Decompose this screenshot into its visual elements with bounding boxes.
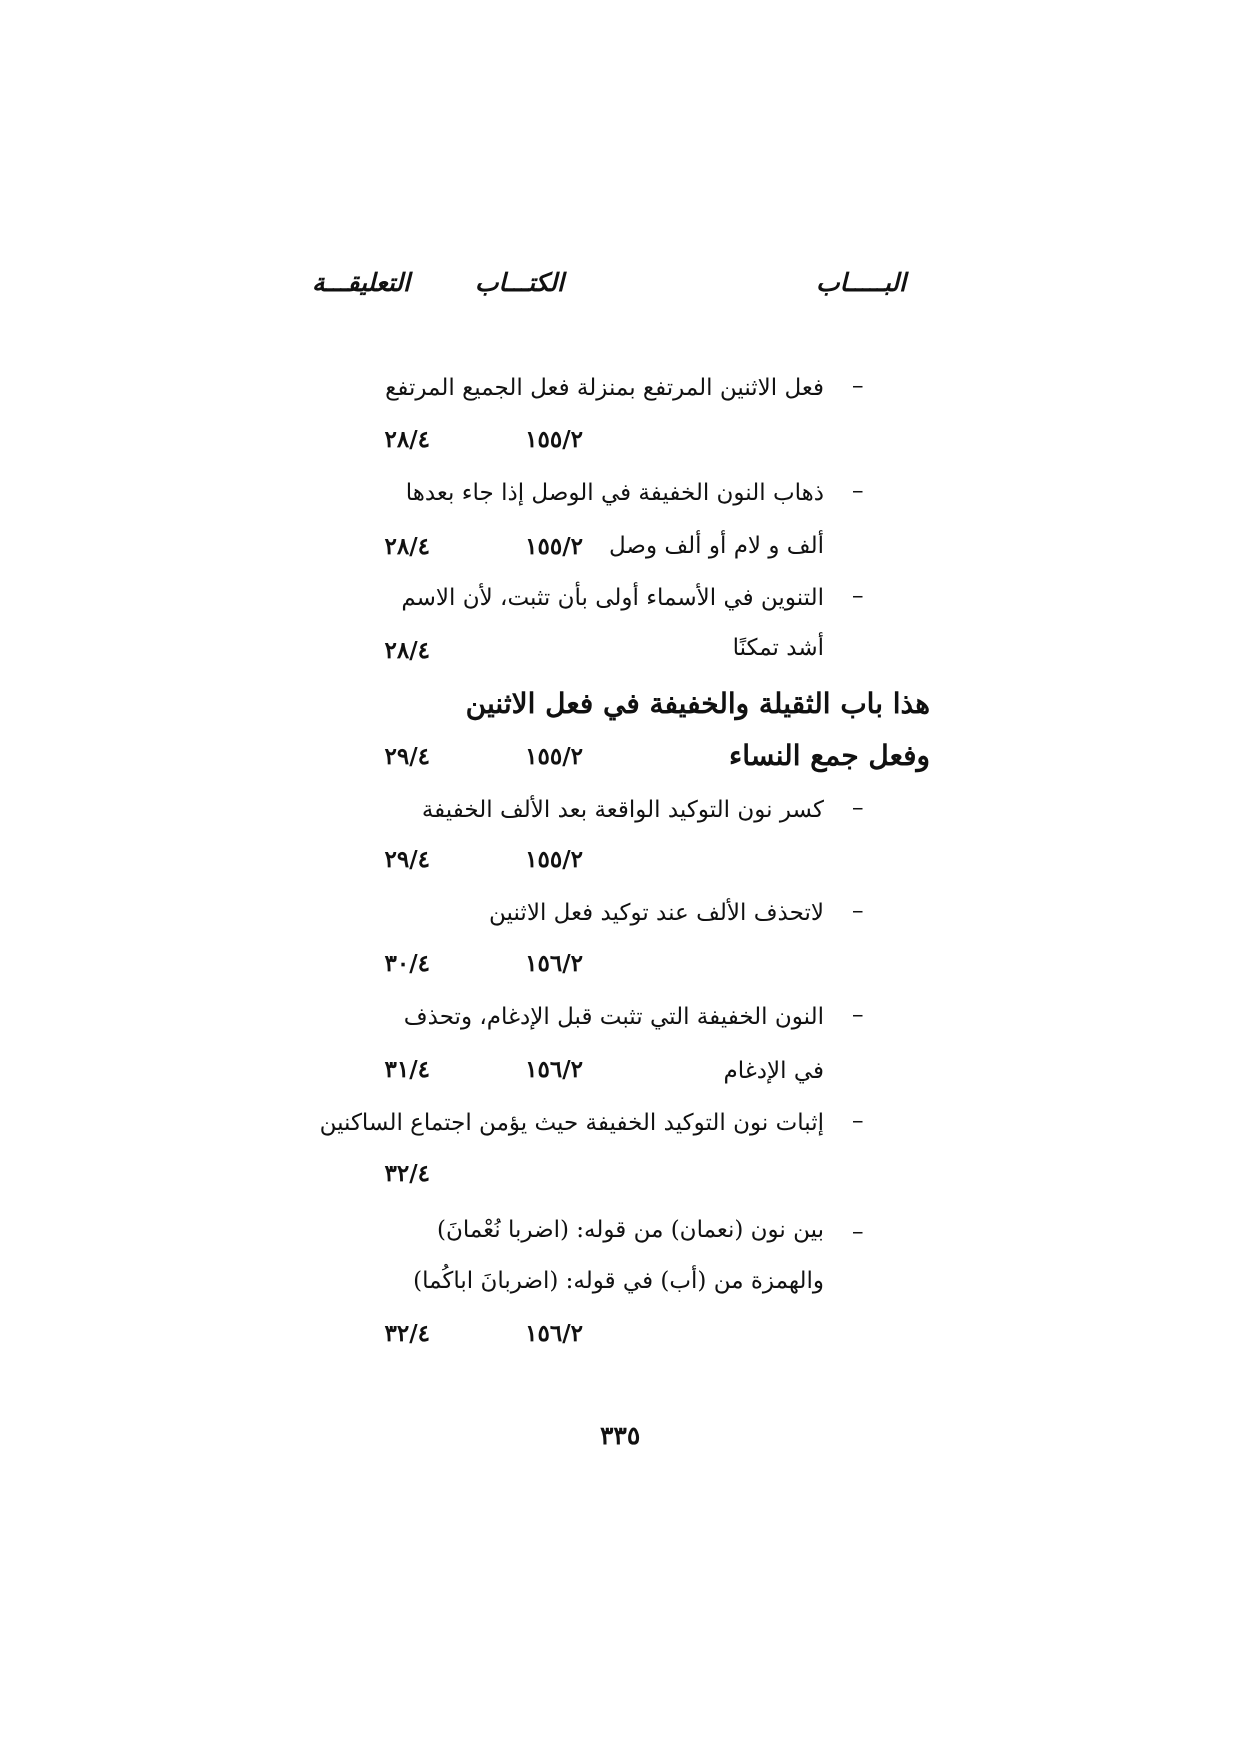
commentary-ref: ٢٨/٤	[384, 426, 430, 453]
page-number: ٣٣٥	[600, 1421, 641, 1450]
entry-text: النون الخفيفة التي تثبت قبل الإدغام، وتحذف	[403, 1004, 824, 1030]
entry-text: كسر نون التوكيد الواقعة بعد الألف الخفيفة	[421, 797, 824, 823]
commentary-ref: ٣٢/٤	[384, 1160, 430, 1187]
book-ref: ١٥٦/٢	[525, 1320, 583, 1347]
entry-text: فعل الاثنين المرتفع بمنزلة فعل الجميع المرتفع	[385, 375, 824, 401]
entry-dash: –	[852, 478, 864, 504]
commentary-ref: ٢٩/٤	[384, 743, 430, 770]
entry-dash: –	[852, 1219, 864, 1245]
entry-text: أشد تمكنًا	[732, 635, 824, 661]
entry-dash: –	[852, 1108, 864, 1134]
entry-text: ألف و لام أو ألف وصل	[609, 533, 824, 559]
book-ref: ١٥٥/٢	[525, 426, 583, 453]
commentary-ref: ٢٨/٤	[384, 533, 430, 560]
commentary-ref: ٣٢/٤	[384, 1320, 430, 1347]
book-ref: ١٥٥/٢	[525, 743, 583, 770]
entry-dash: –	[852, 795, 864, 821]
entry-dash: –	[852, 1002, 864, 1028]
entry-text: ذهاب النون الخفيفة في الوصل إذا جاء بعدها	[405, 480, 824, 506]
entry-text: لاتحذف الألف عند توكيد فعل الاثنين	[489, 900, 824, 926]
commentary-ref: ٢٨/٤	[384, 637, 430, 664]
entry-text: إثبات نون التوكيد الخفيفة حيث يؤمن اجتماع الساكنين	[319, 1110, 824, 1136]
commentary-ref: ٢٩/٤	[384, 846, 430, 873]
book-ref: ١٥٥/٢	[525, 846, 583, 873]
entry-dash: –	[852, 898, 864, 924]
entry-text: التنوين في الأسماء أولى بأن تثبت، لأن الاسم	[401, 585, 824, 611]
commentary-ref: ٣١/٤	[384, 1056, 430, 1083]
entry-dash: –	[852, 373, 864, 399]
book-ref: ١٥٦/٢	[525, 1056, 583, 1083]
section-title-continued: وفعل جمع النساء	[729, 739, 930, 772]
book-ref: ١٥٦/٢	[525, 950, 583, 977]
header-book: الكتـــاب	[474, 268, 564, 297]
entry-text: والهمزة من (أب) في قوله: (اضربانَ اباكُما)	[413, 1268, 824, 1294]
entry-dash: –	[852, 583, 864, 609]
header-commentary: التعليقـــة	[311, 268, 410, 297]
entry-text: في الإدغام	[723, 1058, 824, 1084]
header-chapter: البـــــاب	[816, 268, 906, 297]
commentary-ref: ٣٠/٤	[384, 950, 430, 977]
book-ref: ١٥٥/٢	[525, 533, 583, 560]
entry-text: بين نون (نعمان) من قوله: (اضربا نُعْمانَ)	[437, 1217, 824, 1243]
section-title: هذا باب الثقيلة والخفيفة في فعل الاثنين	[465, 687, 930, 720]
